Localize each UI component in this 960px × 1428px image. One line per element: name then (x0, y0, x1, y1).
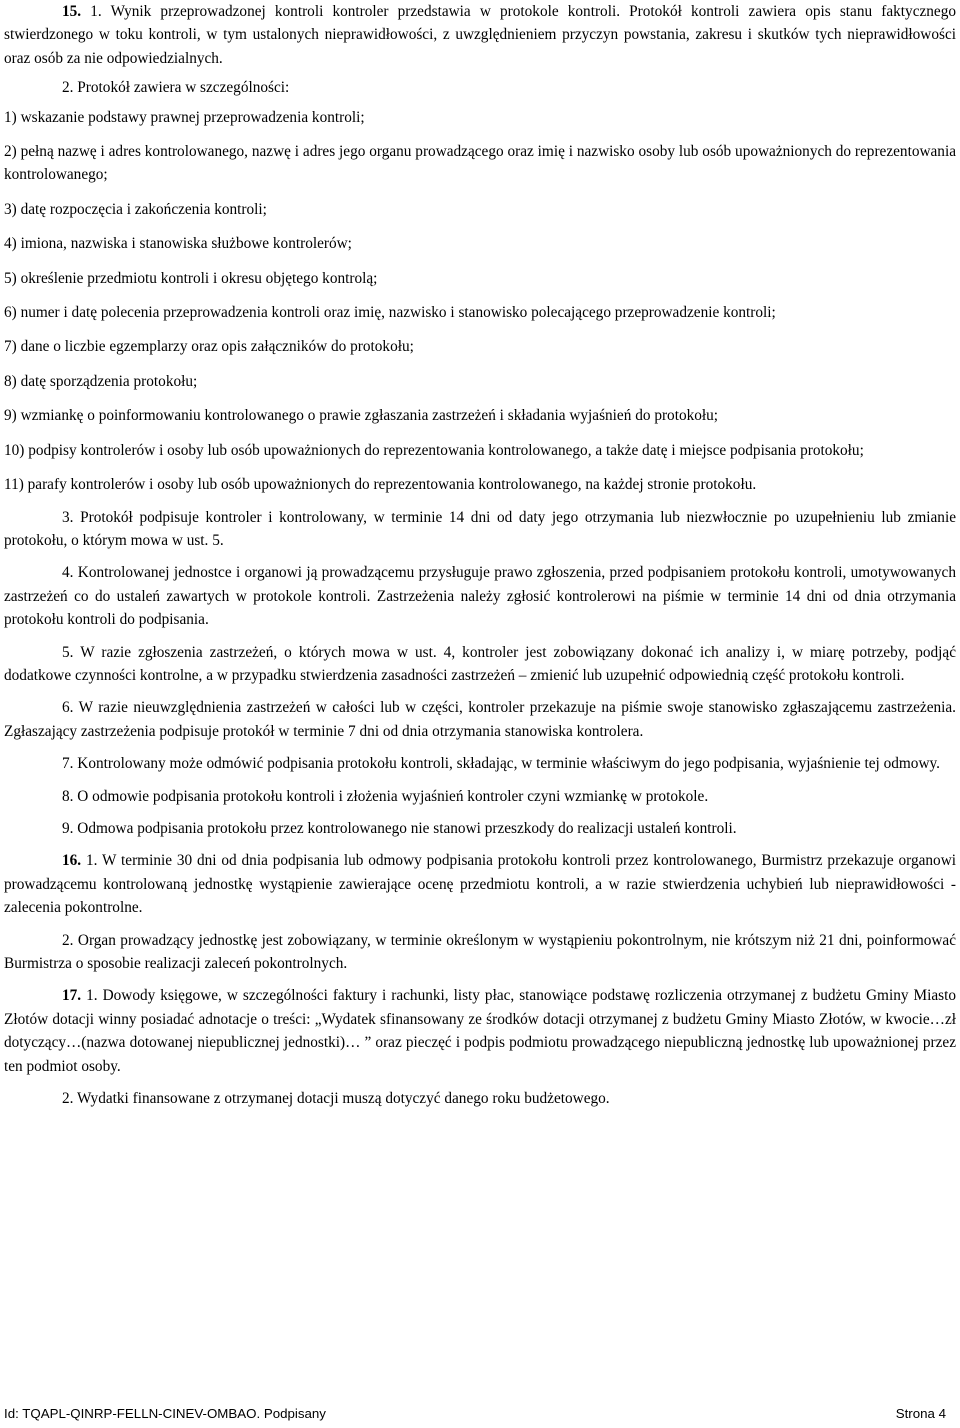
s16-number: 16. (62, 852, 82, 870)
s15-para-7: 7. Kontrolowany może odmówić podpisania protokołu kontroli, składając, w terminie właściwym do jego podpisania, wyjaśnienie tej odmowy. (62, 755, 940, 773)
s15-para-8: 8. O odmowie podpisania protokołu kontroli i złożenia wyjaśnień kontroler czyni wzmiankę w protokole. (62, 787, 709, 805)
list-item: 3) datę rozpoczęcia i zakończenia kontroli; (4, 200, 267, 218)
s15-para-2: 2. Protokół zawiera w szczególności: (62, 79, 290, 97)
list-item: 8) datę sporządzenia protokołu; (4, 372, 198, 390)
list-item: 2) pełną nazwę i adres kontrolowanego, nazwę i adres jego organu prowadzącego oraz imię i nazwisko osoby lub osób upoważnionych do reprezentowania kontrolowanego; (4, 143, 956, 184)
document-id: Id: TQAPL-QINRP-FELLN-CINEV-OMBAO. Podpisany (4, 1406, 326, 1421)
document-page (4, 0, 956, 1110)
s15-para-1-text: 1. Wynik przeprowadzonej kontroli kontroler przedstawia w protokole kontroli. Protokół kontroli zawiera opis stanu faktycznego stwierdzonego w toku kontroli, w tym ustalonych nieprawidłowości, z uwzględnieniem przyczyn powstania, zakresu i skutków tych nieprawidłowości oraz osób za nie odpowiedzialnych. (4, 3, 957, 67)
list-item: 11) parafy kontrolerów i osoby lub osób upoważnionych do reprezentowania kontrolowanego, na każdej stronie protokołu. (4, 476, 757, 494)
list-item: 6) numer i datę polecenia przeprowadzenia kontroli oraz imię, nazwisko i stanowisko polecającego przeprowadzenie kontroli; (4, 304, 776, 322)
page-footer (4, 1406, 946, 1421)
s15-para-3: 3. Protokół podpisuje kontroler i kontrolowany, w terminie 14 dni od daty jego otrzymania lub niezwłocznie po uzupełnieniu lub zmianie protokołu, o którym mowa w ust. 5. (4, 508, 956, 549)
s17-para-1 (4, 984, 956, 1078)
s15-number: 15. (62, 3, 82, 20)
s15-para-6: 6. W razie nieuwzględnienia zastrzeżeń w całości lub w części, kontroler przekazuje na piśmie swoje stanowisko zgłaszającemu zastrzeżenia. Zgłaszający zastrzeżenia podpisuje protokół w terminie 7 dni od dnia otrzymania stanowiska kontrolera. (4, 699, 956, 740)
s17-para-1-text: 1. Dowody księgowe, w szczególności faktury i rachunki, listy płac, stanowiące podstawę rozliczenia otrzymanej z budżetu Gminy Miasto Złotów dotacji winny posiadać adnotacje o treści: „Wydatek sfinansowany ze środków dotacji otrzymanej z budżetu Gminy Miasto Złotów, w kwocie…zł dotyczący…(nazwa dotowanej niepublicznej jednostki)… ” oraz pieczęć i podpis podmiotu prowadzącego niepubliczną jednostkę lub upoważnionej przez ten podmiot osoby. (4, 987, 956, 1075)
list-item: 5) określenie przedmiotu kontroli i okresu objętego kontrolą; (4, 269, 378, 287)
list-item: 10) podpisy kontrolerów i osoby lub osób upoważnionych do reprezentowania kontrolowanego, a także datę i miejsce podpisania protokołu; (4, 441, 864, 459)
s16-para-1 (4, 849, 956, 919)
s15-para-5: 5. W razie zgłoszenia zastrzeżeń, o których mowa w ust. 4, kontroler jest zobowiązany dokonać ich analizy i, w miarę potrzeby, podjąć dodatkowe czynności kontrolne, a w przypadku stwierdzenia zasadności zastrzeżeń – zmienić lub uzupełnić odpowiednią część protokołu kontroli. (4, 643, 956, 684)
list-item: 4) imiona, nazwiska i stanowiska służbowe kontrolerów; (4, 235, 352, 253)
s16-para-2: 2. Organ prowadzący jednostkę jest zobowiązany, w terminie określonym w wystąpieniu pokontrolnym, nie krótszym niż 21 dni, poinformować Burmistrza o sposobie realizacji zaleceń pokontrolnych. (4, 931, 956, 972)
s15-para-9: 9. Odmowa podpisania protokołu przez kontrolowanego nie stanowi przeszkody do realizacji ustaleń kontroli. (62, 819, 737, 837)
s16-para-1-text: 1. W terminie 30 dni od dnia podpisania lub odmowy podpisania protokołu kontroli przez kontrolowanego, Burmistrz przekazuje organowi prowadzącemu kontrolowaną jednostkę wystąpienie zawierające ocenę przedmiotu kontroli, a w razie stwierdzenia uchybień lub nieprawidłowości - zalecenia pokontrolne. (4, 852, 956, 917)
s17-para-2: 2. Wydatki finansowane z otrzymanej dotacji muszą dotyczyć danego roku budżetowego. (62, 1090, 610, 1108)
s15-para-1 (4, 0, 956, 70)
s15-para-4: 4. Kontrolowanej jednostce i organowi ją prowadzącemu przysługuje prawo zgłoszenia, przed podpisaniem protokołu kontroli, umotywowanych zastrzeżeń co do ustaleń zawartych w protokole kontroli. Zastrzeżenia należy zgłosić kontrolerowi na piśmie w terminie 14 dni od dnia otrzymania protokołu kontroli do podpisania. (4, 564, 956, 629)
list-item: 1) wskazanie podstawy prawnej przeprowadzenia kontroli; (4, 108, 365, 126)
s17-number: 17. (62, 987, 82, 1005)
list-item: 9) wzmiankę o poinformowaniu kontrolowanego o prawie zgłaszania zastrzeżeń i składania wyjaśnień do protokołu; (4, 407, 719, 425)
list-item: 7) dane o liczbie egzemplarzy oraz opis załączników do protokołu; (4, 338, 414, 356)
page-number: Strona 4 (895, 1406, 946, 1421)
